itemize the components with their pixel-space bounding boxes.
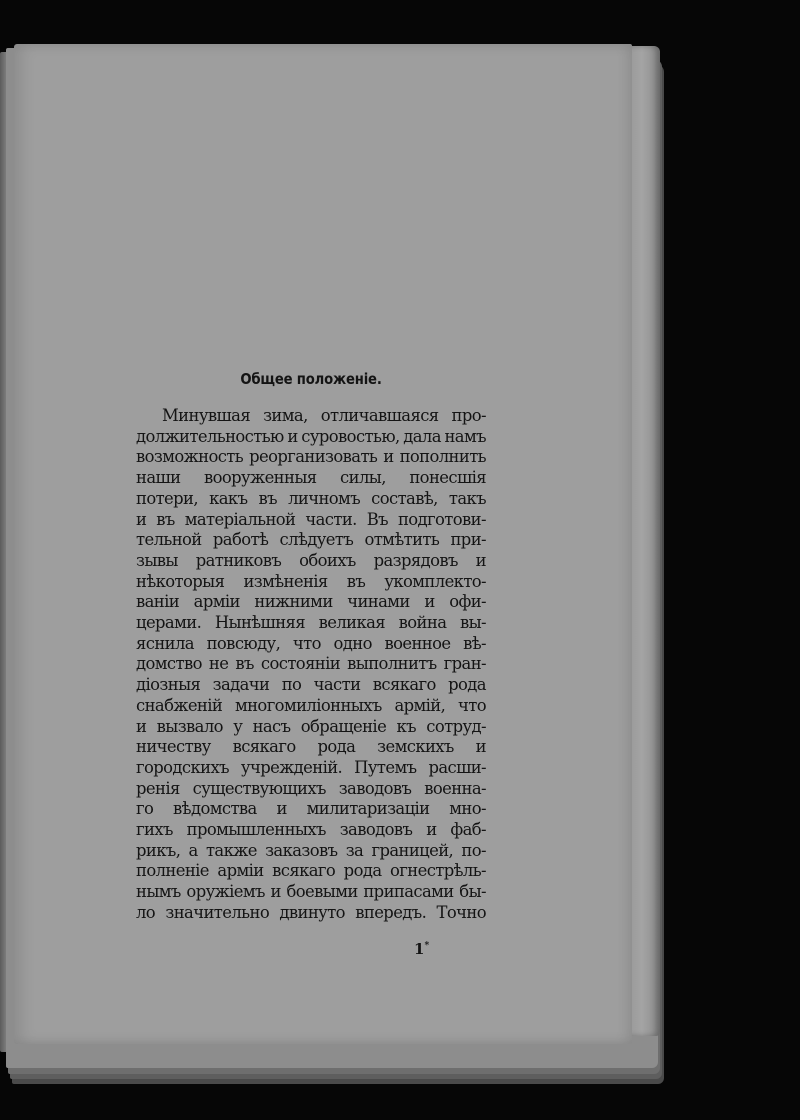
text-line: ренія существующихъ заводовъ военна- xyxy=(136,778,486,798)
body-text xyxy=(136,406,486,924)
text-line: городскихъ учрежденій. Путемъ расши- xyxy=(136,757,486,777)
text-line: ваніи арміи нижними чинами и офи- xyxy=(136,592,486,612)
text-line: полненіе арміи всякаго рода огнестрѣль- xyxy=(136,861,486,881)
text-line: должительностью и суровостью, дала намъ xyxy=(136,426,486,446)
text-block xyxy=(136,370,486,924)
text-line: гихъ промышленныхъ заводовъ и фаб- xyxy=(136,820,486,840)
text-line: наши вооруженныя силы, понесшія xyxy=(136,468,486,488)
text-line: діозныя задачи по части всякаго рода xyxy=(136,675,486,695)
text-line: ничеству всякаго рода земскихъ и xyxy=(136,737,486,757)
text-line: Минувшая зима, отличавшаяся про- xyxy=(162,406,486,425)
text-line: тельной работѣ слѣдуетъ отмѣтить при- xyxy=(136,530,486,550)
text-line: рикъ, а также заказовъ за границей, по- xyxy=(136,840,486,860)
text-line: и въ матеріальной части. Въ подготови- xyxy=(136,509,486,529)
text-line: снабженій многомиліонныхъ армій, что xyxy=(136,695,486,715)
text-line: яснила повсюду, что одно военное вѣ- xyxy=(136,633,486,653)
page-right-edge xyxy=(630,46,660,1036)
text-line: церами. Нынѣшняя великая война вы- xyxy=(136,613,486,633)
text-line: нымъ оружіемъ и боевыми припасами бы- xyxy=(136,882,486,902)
text-line: нѣкоторыя измѣненія въ укомплекто- xyxy=(136,571,486,591)
text-line: домство не въ состояніи выполнитъ гран- xyxy=(136,654,486,674)
text-line: го вѣдомства и милитаризаціи мно- xyxy=(136,799,486,819)
page-number-mark: * xyxy=(424,941,430,951)
page-number-value: 1 xyxy=(414,940,425,958)
text-line: зывы ратниковъ обоихъ разрядовъ и xyxy=(136,550,486,570)
page-number xyxy=(414,940,429,958)
text-line: ло значительно двинуто впередъ. Точно xyxy=(136,902,486,922)
text-line: возможность реорганизовать и пополнить xyxy=(136,447,486,467)
text-line: и вызвало у насъ обращеніе къ сотруд- xyxy=(136,716,486,736)
text-line: потери, какъ въ личномъ составѣ, такъ xyxy=(136,488,486,508)
section-heading: Общее положеніе. xyxy=(240,370,382,388)
